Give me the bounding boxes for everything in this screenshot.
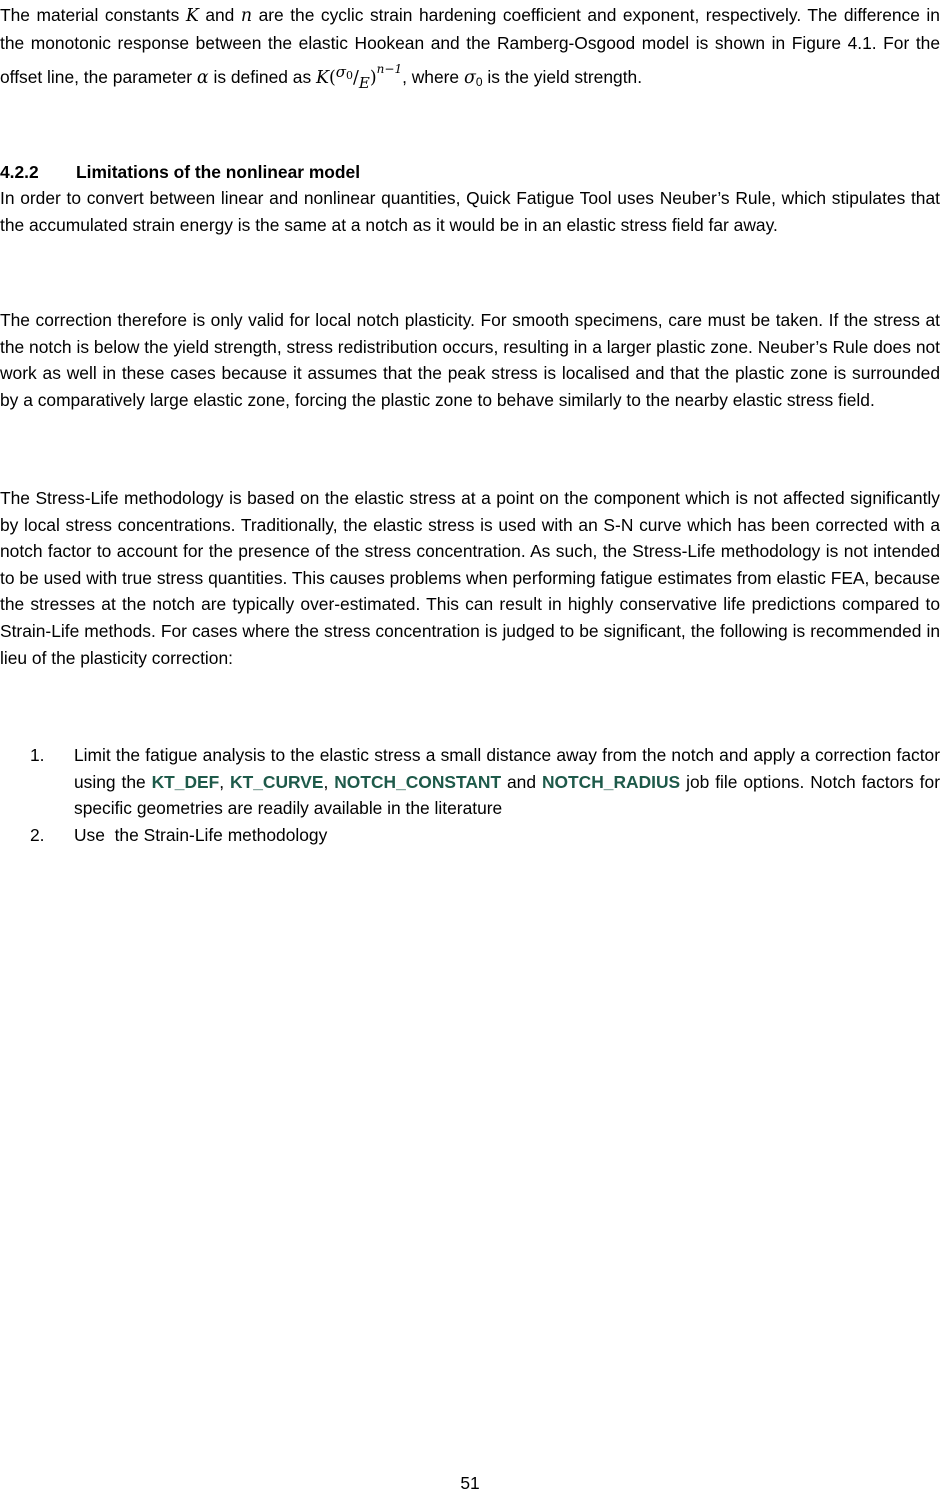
- math-sigma0: σ: [463, 68, 476, 89]
- option-kt-curve: KT_CURVE: [230, 771, 324, 792]
- section-heading: [0, 159, 940, 186]
- section-number: 4.2.2: [0, 162, 39, 182]
- math-alpha: α: [196, 68, 209, 89]
- section-title: Limitations of the nonlinear model: [76, 162, 361, 182]
- stress-life-paragraph: The Stress-Life methodology is based on the elastic stress at a point on the component which is not affected significantly by local stress concentrations. Traditionally, the elastic stress is used with an S-N curve which has been corrected with a notch factor to account for the presence of the stress concentration. As such, the Stress-Life methodology is not intended to be used with true stress quantities. This causes problems when performing fatigue estimates from elastic FEA, because the stresses at the notch are typically over-estimated. This can result in highly conservative life predictions compared to Strain-Life methods. For cases where the stress concentration is judged to be significant, the following is recommended in lieu of the plasticity correction:: [0, 488, 940, 668]
- alpha-formula: $K(\sigma^0/E)^{n-1}$: [316, 62, 403, 93]
- intro-text: is the yield strength.: [487, 67, 643, 88]
- intro-text: model is shown in Figure 4.1. For the offset line, the parameter: [0, 32, 940, 88]
- option-kt-def: KT_DEF: [151, 771, 220, 792]
- list-item: 1. Limit the fatigue analysis to the elastic stress a small distance away from the notch and apply a correction factor using the KT_DEF, KT_CURVE, NOTCH_CONSTANT and NOTCH_RADIUS job file options. Notch factors for specific geometries are readily available in the literature: [30, 745, 940, 819]
- option-notch-constant: NOTCH_CONSTANT: [334, 771, 502, 792]
- intro-paragraph: The material constants K and n are the cyclic strain hardening coefficient and exponent, respectively. The difference in the monotonic response between the elastic Hookean and the Ramberg-Osgood model is shown in Figure 4.1. For the offset line, the parameter α is defined as $K(\sigma^0/E)^{n-1}$, where $\sigma_0$ is the yield strength.: [0, 5, 940, 93]
- math-n: n: [240, 6, 253, 26]
- recommendation-list: [0, 742, 940, 848]
- intro-text: The difference in the monotonic response between the elastic Hookean and the Ramberg-Osgood: [0, 5, 940, 53]
- math-K: K: [185, 6, 199, 26]
- neuber-paragraph: In order to convert between linear and nonlinear quantities, Quick Fatigue Tool uses Neuber’s Rule, which stipulates that the accumulated strain energy is the same at a notch as it would be in an elastic stress field far away.: [0, 188, 940, 235]
- intro-text: and: [205, 5, 235, 25]
- option-notch-radius: NOTCH_RADIUS: [541, 771, 681, 792]
- intro-text: is defined as: [213, 67, 312, 88]
- page-number: 51: [460, 1473, 480, 1493]
- intro-text: , where: [402, 67, 460, 88]
- intro-text: The material constants: [0, 5, 180, 25]
- intro-text: are the cyclic strain hardening coefficient and exponent, respectively.: [258, 5, 802, 25]
- smooth-specimen-paragraph: The correction therefore is only valid for local notch plasticity. For smooth specimens, care must be taken. If the stress at the notch is below the yield strength, stress redistribution occurs, resulting in a larger plastic zone. Neuber’s Rule does not work as well in these cases because it assumes that the peak stress is localised and that the plastic zone is surrounded by a comparatively large elastic zone, forcing the plastic zone to behave similarly to the nearby elastic stress field.: [0, 310, 940, 410]
- list-item: 2. Use the Strain-Life methodology: [30, 824, 328, 845]
